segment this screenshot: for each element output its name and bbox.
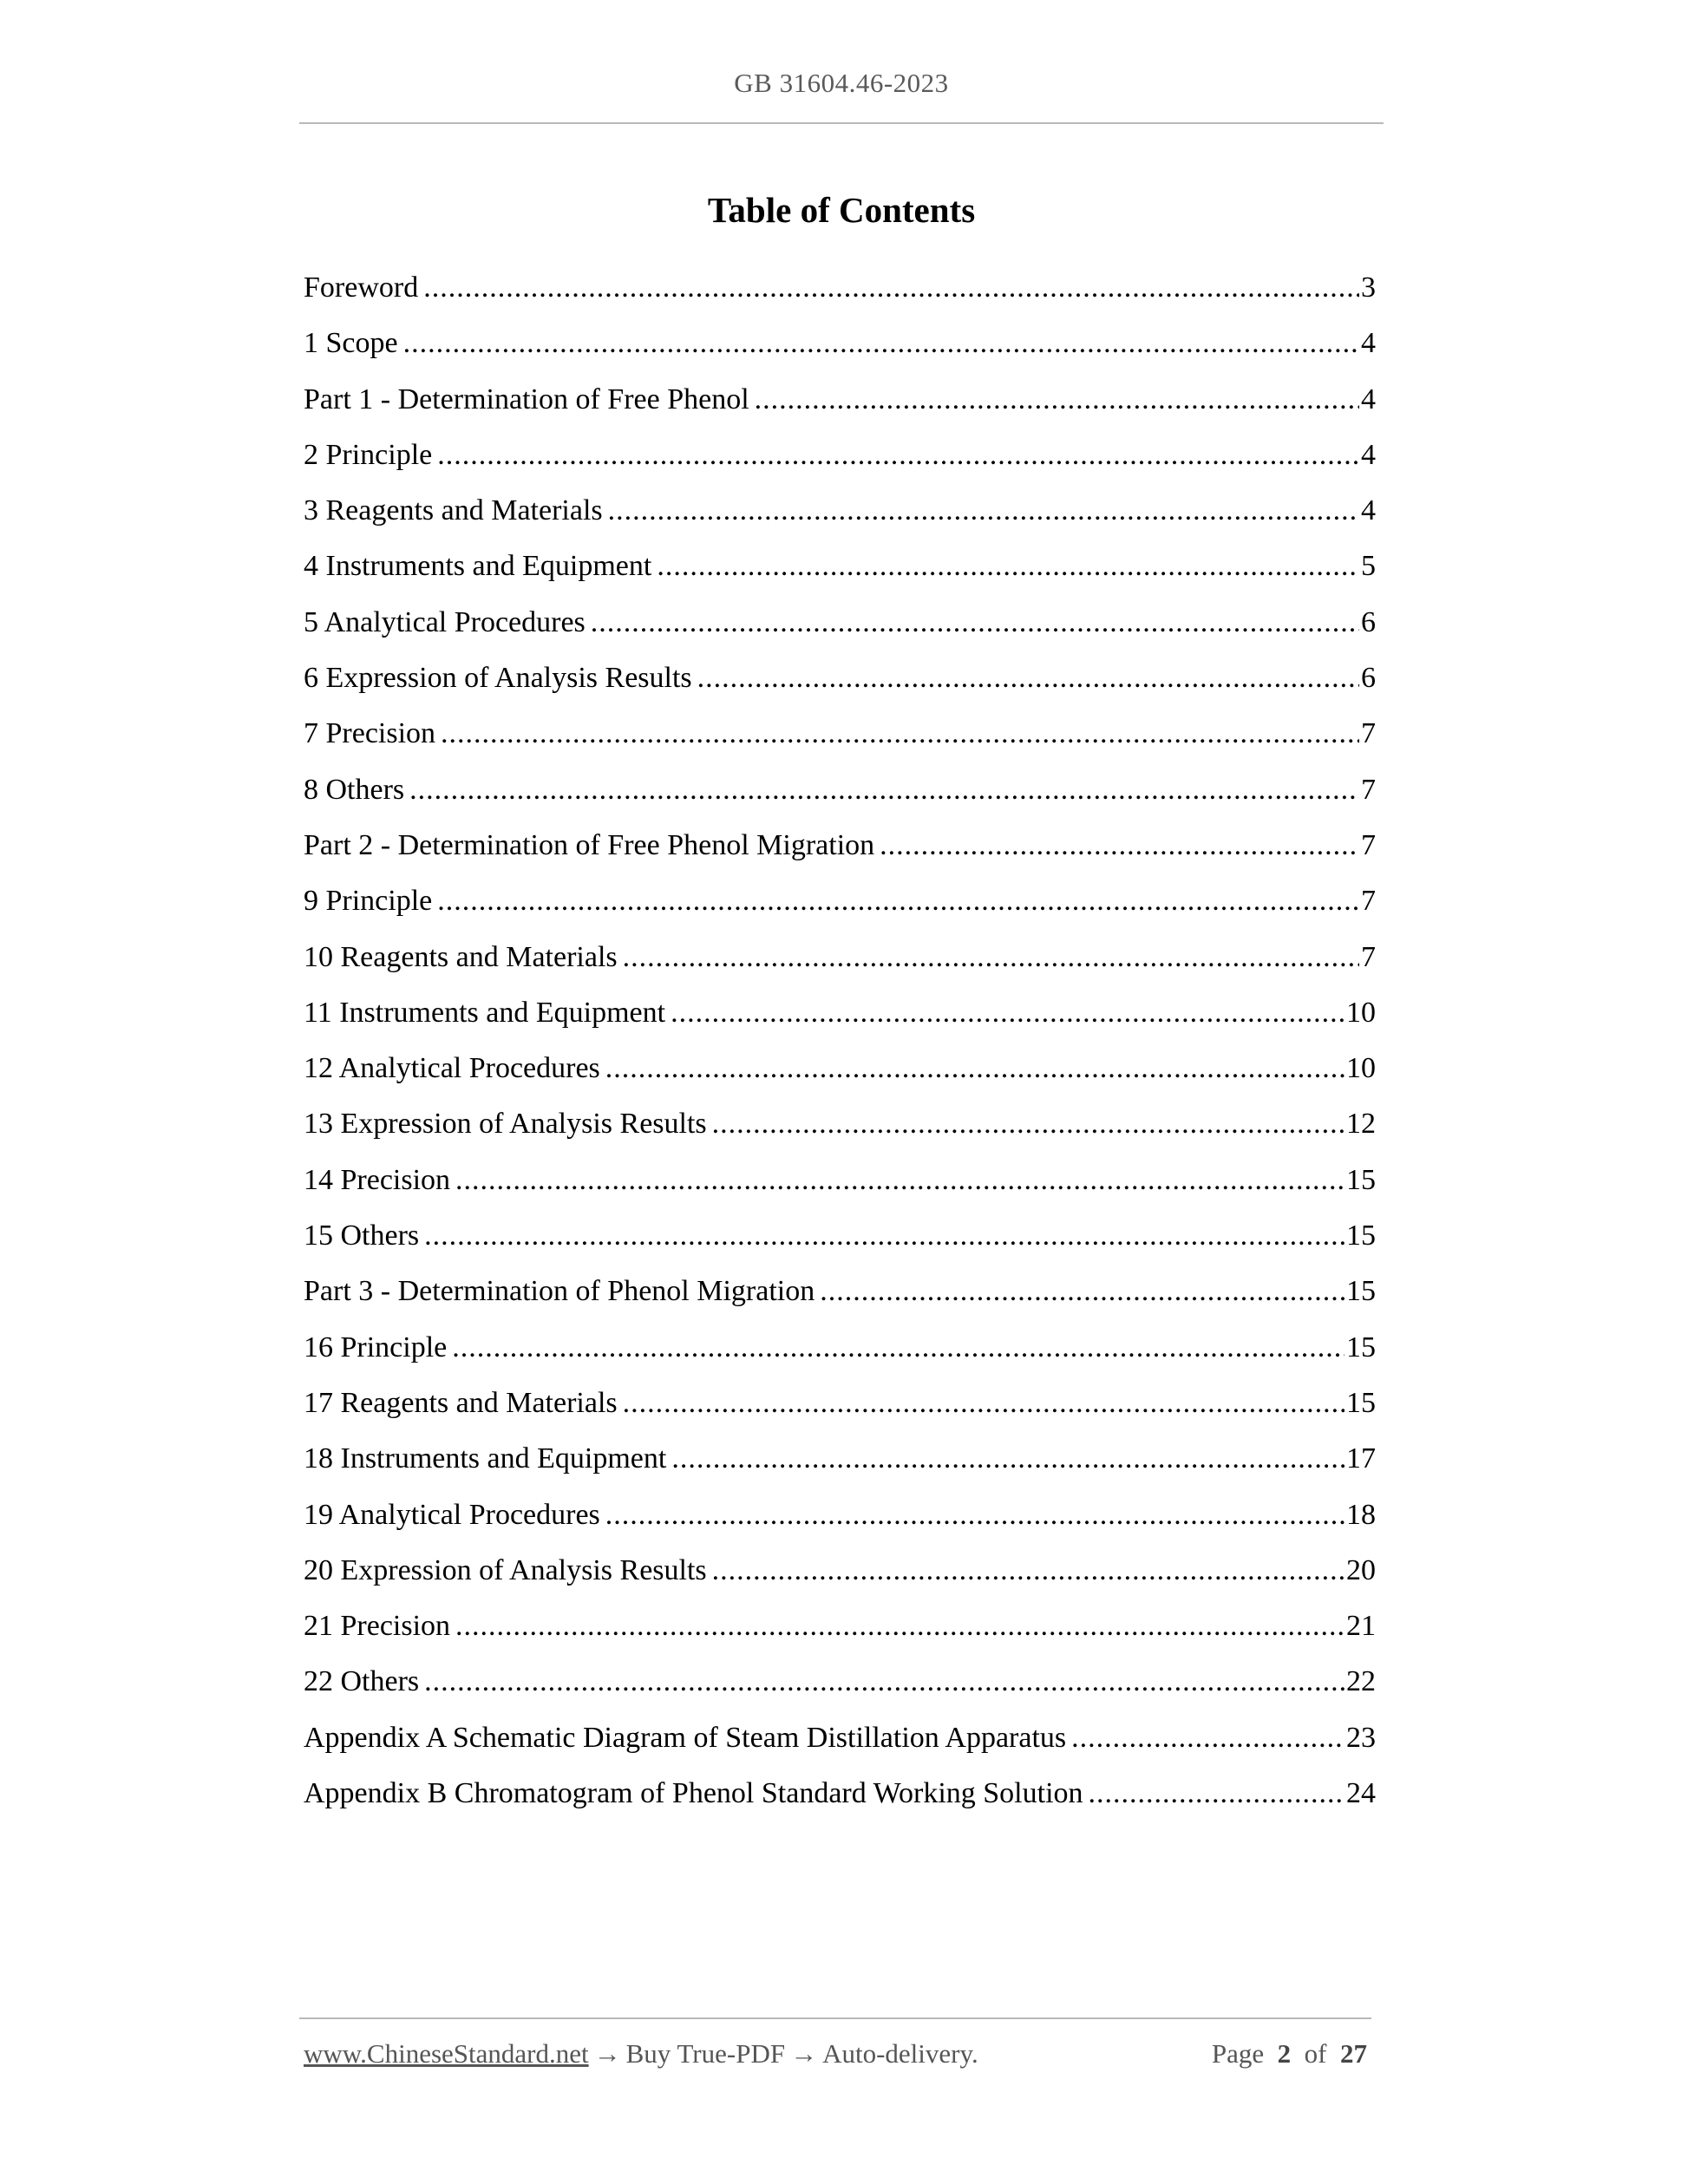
toc-dot-leader — [437, 436, 1359, 474]
toc-entry-page: 17 — [1346, 1442, 1376, 1475]
toc-entry-page: 15 — [1346, 1275, 1376, 1308]
toc-entry[interactable] — [304, 324, 1376, 380]
page-footer — [304, 2038, 1367, 2070]
toc-entry-page: 15 — [1346, 1220, 1376, 1252]
toc-entry-label: 20 Expression of Analysis Results — [304, 1553, 707, 1586]
toc-entry-label: 22 Others — [304, 1665, 420, 1698]
of-word: of — [1304, 2038, 1327, 2069]
toc-dot-leader — [608, 492, 1359, 530]
toc-entry-label: 19 Analytical Procedures — [304, 1498, 600, 1531]
toc-entry-page: 10 — [1346, 1052, 1376, 1085]
toc-dot-leader — [880, 827, 1359, 865]
toc-dot-leader — [605, 1496, 1345, 1534]
toc-entry[interactable] — [304, 1272, 1376, 1328]
toc-entry-page: 7 — [1361, 828, 1376, 861]
toc-dot-leader — [755, 381, 1359, 419]
toc-entry-page: 20 — [1346, 1553, 1376, 1586]
toc-entry[interactable] — [304, 1440, 1376, 1495]
toc-entry-page: 23 — [1346, 1721, 1376, 1754]
toc-entry-label: 7 Precision — [304, 717, 436, 750]
toc-entry-label: 21 Precision — [304, 1610, 451, 1643]
toc-entry[interactable] — [304, 827, 1376, 882]
toc-entry[interactable] — [304, 1552, 1376, 1607]
toc-entry[interactable] — [304, 882, 1376, 938]
toc-entry[interactable] — [304, 1496, 1376, 1552]
toc-entry-label: 9 Principle — [304, 885, 433, 918]
toc-entry[interactable] — [304, 1217, 1376, 1272]
toc-dot-leader — [403, 324, 1359, 363]
toc-entry-page: 4 — [1361, 327, 1376, 360]
toc-dot-leader — [671, 994, 1345, 1032]
toc-dot-leader — [712, 1105, 1345, 1143]
toc-dot-leader — [697, 659, 1359, 697]
toc-entry-label: 8 Others — [304, 773, 405, 806]
toc-entry-page: 5 — [1361, 550, 1376, 583]
toc-entry-page: 24 — [1346, 1777, 1376, 1810]
toc-entry[interactable] — [304, 1663, 1376, 1718]
toc-entry-page: 3 — [1361, 271, 1376, 304]
toc-entry[interactable] — [304, 771, 1376, 827]
toc-entry-page: 15 — [1346, 1386, 1376, 1419]
toc-entry-label: Appendix B Chromatogram of Phenol Standard Working Solution — [304, 1777, 1083, 1810]
buy-pdf-text: Buy True-PDF — [625, 2038, 786, 2069]
toc-entry[interactable] — [304, 659, 1376, 715]
toc-entry-label: Foreword — [304, 271, 419, 304]
toc-entry[interactable] — [304, 269, 1376, 324]
toc-entry[interactable] — [304, 604, 1376, 659]
total-pages: 27 — [1340, 2038, 1367, 2069]
toc-entry-page: 21 — [1346, 1610, 1376, 1643]
toc-dot-leader — [452, 1329, 1345, 1367]
toc-entry-label: 5 Analytical Procedures — [304, 605, 586, 638]
toc-entry-label: 1 Scope — [304, 327, 398, 360]
toc-dot-leader — [1071, 1719, 1345, 1757]
toc-entry-label: 11 Instruments and Equipment — [304, 996, 666, 1029]
toc-entry-page: 4 — [1361, 438, 1376, 471]
arrow-right-icon: → — [593, 2038, 621, 2069]
toc-entry[interactable] — [304, 1384, 1376, 1440]
footer-divider — [299, 2017, 1371, 2019]
toc-dot-leader — [409, 771, 1359, 809]
toc-entry-label: 13 Expression of Analysis Results — [304, 1108, 707, 1141]
toc-entry[interactable] — [304, 1329, 1376, 1384]
toc-entry-label: 12 Analytical Procedures — [304, 1052, 600, 1085]
toc-entry-label: 6 Expression of Analysis Results — [304, 662, 692, 695]
toc-entry[interactable] — [304, 547, 1376, 603]
toc-entry-page: 12 — [1346, 1108, 1376, 1141]
toc-entry[interactable] — [304, 492, 1376, 547]
toc-entry-page: 6 — [1361, 662, 1376, 695]
toc-entry[interactable] — [304, 436, 1376, 492]
toc-entry-label: 2 Principle — [304, 438, 433, 471]
toc-dot-leader — [424, 1663, 1345, 1701]
toc-dot-leader — [455, 1607, 1345, 1645]
toc-entry[interactable] — [304, 1607, 1376, 1663]
toc-entry-label: Part 3 - Determination of Phenol Migration — [304, 1275, 815, 1308]
website-link[interactable]: www.ChineseStandard.net — [304, 2038, 589, 2069]
toc-entry[interactable] — [304, 938, 1376, 994]
toc-dot-leader — [455, 1161, 1345, 1200]
toc-entry-page: 22 — [1346, 1665, 1376, 1698]
toc-entry-label: 4 Instruments and Equipment — [304, 550, 652, 583]
toc-dot-leader — [591, 604, 1359, 642]
toc-entry-page: 10 — [1346, 996, 1376, 1029]
toc-dot-leader — [623, 938, 1359, 977]
toc-dot-leader — [671, 1440, 1345, 1478]
table-of-contents — [304, 269, 1376, 1830]
footer-promo — [304, 2038, 978, 2070]
toc-dot-leader — [605, 1049, 1345, 1088]
toc-dot-leader — [1089, 1775, 1345, 1813]
auto-delivery-text: Auto-delivery. — [822, 2038, 978, 2069]
arrow-right-icon: → — [790, 2038, 818, 2069]
toc-entry-label: 15 Others — [304, 1220, 420, 1252]
toc-entry[interactable] — [304, 1049, 1376, 1105]
toc-dot-leader — [657, 547, 1359, 585]
toc-entry-page: 6 — [1361, 605, 1376, 638]
toc-entry-page: 7 — [1361, 940, 1376, 973]
toc-entry[interactable] — [304, 1719, 1376, 1775]
toc-entry-label: 17 Reagents and Materials — [304, 1386, 618, 1419]
toc-entry-page: 4 — [1361, 494, 1376, 527]
header-divider — [299, 122, 1384, 124]
running-header: GB 31604.46-2023 — [734, 68, 949, 98]
page-word: Page — [1211, 2038, 1265, 2069]
toc-entry-page: 4 — [1361, 383, 1376, 415]
toc-title: Table of Contents — [707, 190, 976, 230]
toc-entry[interactable] — [304, 1105, 1376, 1161]
toc-dot-leader — [820, 1272, 1345, 1311]
toc-entry[interactable] — [304, 715, 1376, 770]
toc-entry-label: Part 2 - Determination of Free Phenol Migration — [304, 828, 875, 861]
toc-entry-page: 7 — [1361, 885, 1376, 918]
toc-entry-label: 10 Reagents and Materials — [304, 940, 618, 973]
toc-dot-leader — [623, 1384, 1345, 1422]
toc-dot-leader — [437, 882, 1359, 920]
toc-dot-leader — [441, 715, 1359, 753]
page-number — [1212, 2038, 1367, 2070]
toc-entry-label: 18 Instruments and Equipment — [304, 1442, 667, 1475]
toc-entry-page: 18 — [1346, 1498, 1376, 1531]
toc-entry-label: 14 Precision — [304, 1163, 451, 1196]
toc-entry-page: 7 — [1361, 773, 1376, 806]
toc-entry[interactable] — [304, 1161, 1376, 1217]
toc-entry-page: 15 — [1346, 1331, 1376, 1363]
toc-entry[interactable] — [304, 1775, 1376, 1830]
toc-dot-leader — [424, 1217, 1345, 1255]
current-page: 2 — [1277, 2038, 1292, 2069]
toc-entry-page: 7 — [1361, 717, 1376, 750]
toc-dot-leader — [712, 1552, 1345, 1590]
toc-entry-label: Part 1 - Determination of Free Phenol — [304, 383, 749, 415]
toc-entry[interactable] — [304, 381, 1376, 436]
toc-entry-page: 15 — [1346, 1163, 1376, 1196]
toc-entry-label: 3 Reagents and Materials — [304, 494, 603, 527]
toc-entry-label: 16 Principle — [304, 1331, 448, 1363]
toc-dot-leader — [423, 269, 1359, 307]
toc-entry-label: Appendix A Schematic Diagram of Steam Distillation Apparatus — [304, 1721, 1067, 1754]
toc-entry[interactable] — [304, 994, 1376, 1049]
